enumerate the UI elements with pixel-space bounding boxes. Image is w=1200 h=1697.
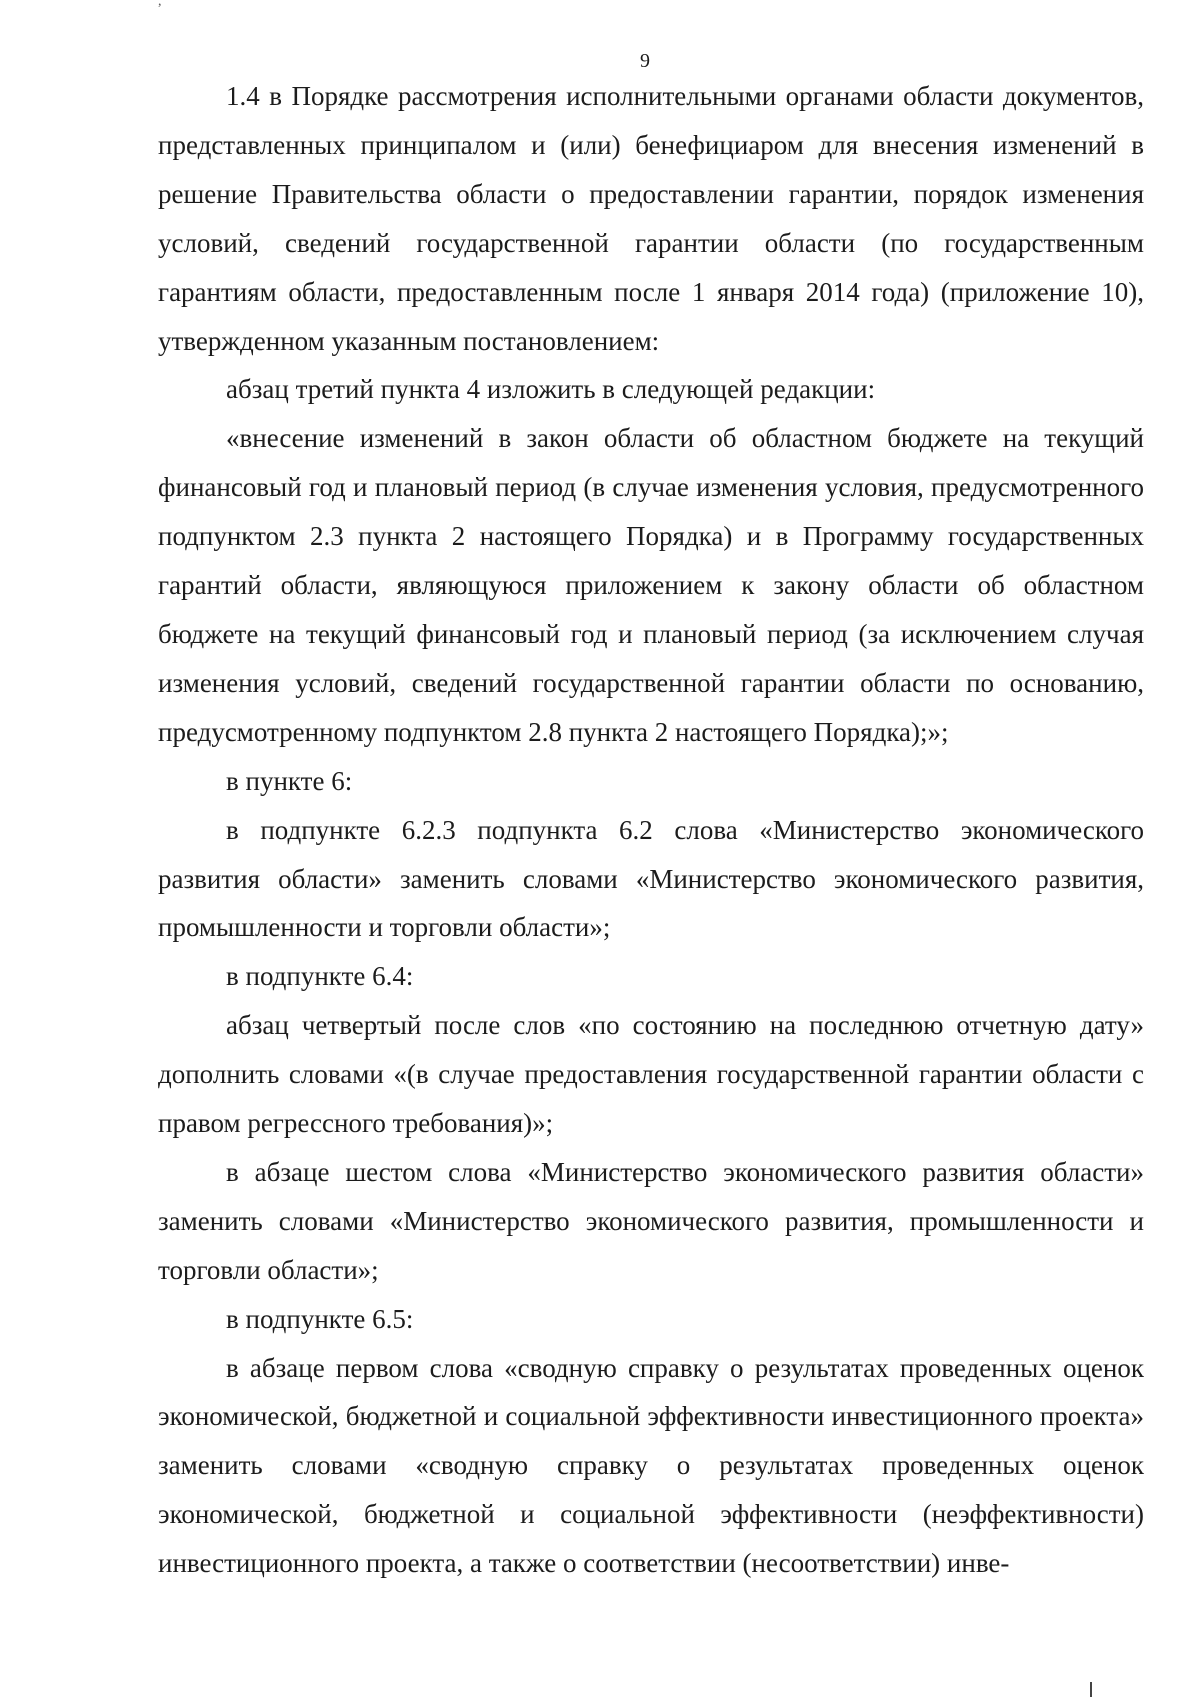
page-number: 9 bbox=[640, 50, 650, 72]
paragraph: в подпункте 6.2.3 подпункта 6.2 слова «Министерство экономического развития области» заменить словами «Министерство экономического развития, промышленности и торговли области»; bbox=[158, 814, 1144, 943]
scan-edge-mark bbox=[1090, 1682, 1092, 1697]
document-body bbox=[158, 72, 1144, 1588]
paragraph: в подпункте 6.5: bbox=[226, 1303, 414, 1334]
paragraph: абзац третий пункта 4 изложить в следующей редакции: bbox=[226, 374, 876, 405]
paragraph: в подпункте 6.4: bbox=[226, 961, 414, 992]
paragraph: абзац четвертый после слов «по состоянию на последнюю отчетную дату» дополнить словами «(в случае предоставления государственной гарантии области с правом регрессного требования)»; bbox=[158, 1010, 1144, 1139]
paragraph: 1.4 в Порядке рассмотрения исполнительными органами области документов, представленных принципалом и (или) бенефициаром для внесения изменений в решение Правительства области о предоставлении гарантии, порядок изменения условий, сведений государственной гарантии области (по государственным гарантиям области, предоставленным после 1 января 2014 года) (приложение 10), утвержденном указанным постановлением: bbox=[158, 81, 1144, 356]
paragraph: «внесение изменений в закон области об областном бюджете на текущий финансовый год и плановый период (в случае изменения условия, предусмотренного подпунктом 2.3 пункта 2 настоящего Порядка) и в Программу государственных гарантий области, являющуюся приложением к закону области об областном бюджете на текущий финансовый год и плановый период (за исключением случая изменения условий, сведений государственной гарантии области по основанию, предусмотренному подпунктом 2.8 пункта 2 настоящего Порядка);»; bbox=[158, 423, 1144, 747]
paragraph: в абзаце первом слова «сводную справку о результатах проведенных оценок экономической, бюджетной и социальной эффективности инвестиционного проекта» заменить словами «сводную справку о результатах проведенных оценок экономической, бюджетной и социальной эффективности (неэффективности) инвестиционного проекта, а также о соответствии (несоответствии) инве- bbox=[158, 1352, 1144, 1579]
paragraph: в пункте 6: bbox=[226, 765, 353, 796]
scan-mark: , bbox=[158, 0, 162, 9]
paragraph: в абзаце шестом слова «Министерство экономического развития области» заменить словами «Министерство экономического развития, промышленности и торговли области»; bbox=[158, 1156, 1144, 1285]
